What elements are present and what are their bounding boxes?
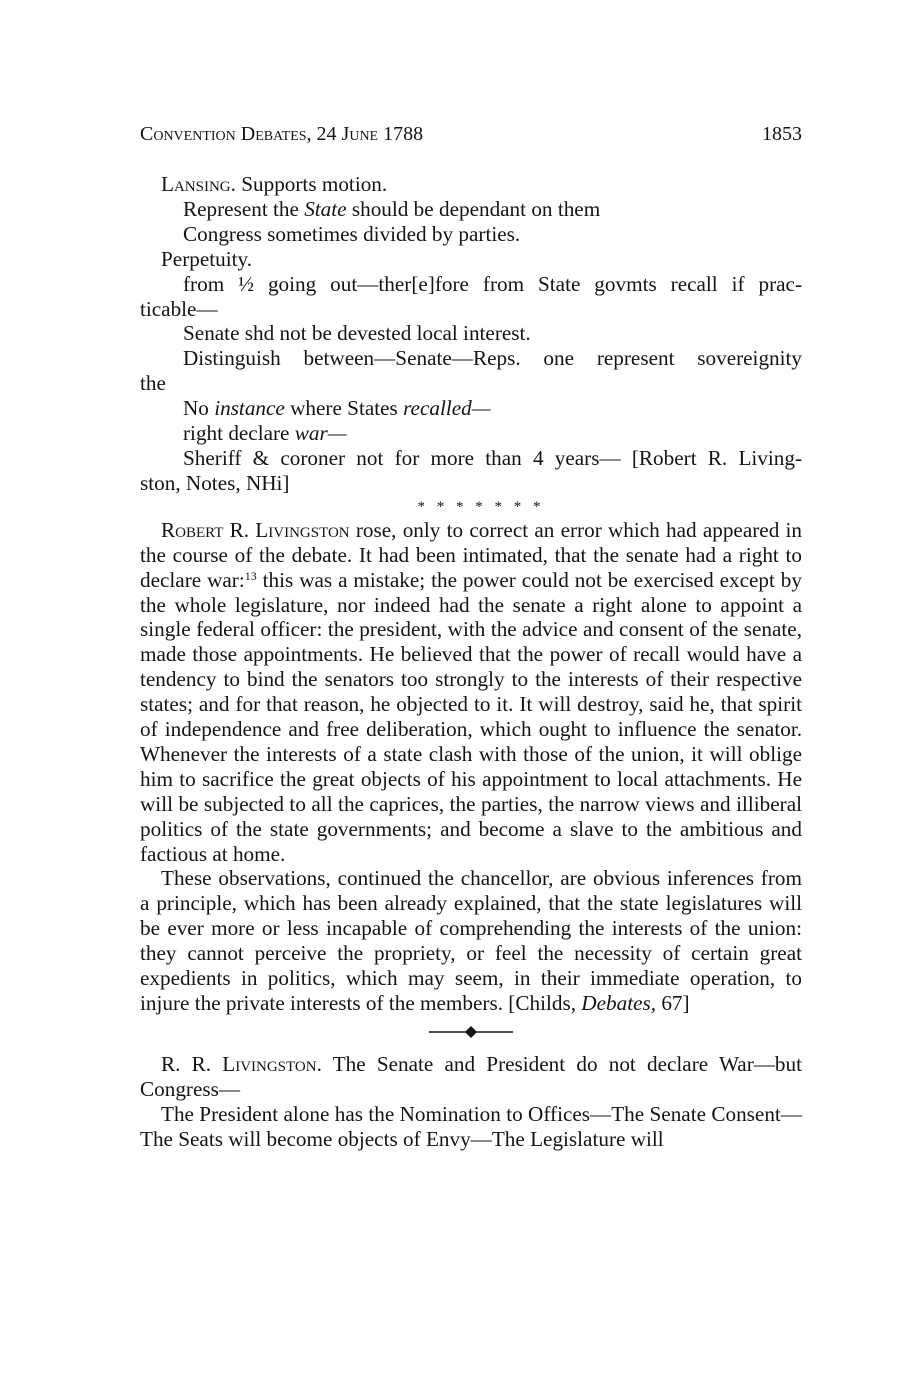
speaker-name: R. R. Livingston. [161,1051,322,1076]
lansing-line-7a: Distinguish between—Senate—Reps. one represent sovereignity [183,346,802,371]
emphasis-text: instance [214,396,285,421]
document-page [140,122,802,1152]
page-number: 1853 [762,123,802,145]
footnote-reference: 13 [244,568,257,583]
livingston-notes [140,1052,802,1152]
running-title: Convention Debates, 24 June 1788 [140,123,424,145]
section-separator-stars: * * * * * * * [417,498,545,515]
notes-paragraph-2: The President alone has the Nomination to Offices—The Senate Consent—The Seats will become objects of Envy—The Legislature will [140,1101,802,1151]
lansing-line-5b: ticable— [140,296,218,321]
lansing-line-7b: the [140,371,166,396]
speaker-name: Robert R. Livingston [161,517,350,542]
lansing-line-9 [140,421,802,446]
speech-text: These observations, continued the chancellor, are obvious inferences from a principle, which has been already explained, that the state legislatures will be ever more or less incapable of comprehending the interests of the union: they cannot perceive the propriety, or feel the necessity of certain great expedients in politics, which may seem, in their immediate operation, to injure the private interests of the members. [Childs, [140,866,802,1015]
speech-text: rose, only to correct an error which had appeared in the course of the debate. It had been intimated, that the senate had a right to declare war: [140,517,803,592]
lansing-line-4: Perpetuity. [161,246,253,271]
notes-paragraph-1 [140,1052,802,1102]
note-text: should be dependant on them [346,196,601,221]
note-text: right declare [183,421,295,446]
source-title: Debates, [581,991,657,1015]
emphasis-text: recalled— [403,396,491,421]
speech-paragraph-1 [140,518,802,867]
emphasis-text: war— [294,421,347,446]
note-text: where States [284,396,404,421]
emphasis-text: State [304,196,347,221]
lansing-line-10a: Sheriff & coroner not for more than 4 years— [Robert R. Living- [183,445,802,470]
diamond-rule-ornament-icon [426,1025,516,1039]
lansing-notes [140,172,802,496]
lansing-line-5a: from ½ going out—ther[e]fore from State govmts recall if prac- [183,271,802,296]
note-text: No [183,396,215,421]
note-text: The Senate and President do not declare War—but Congress— [140,1051,803,1101]
speaker-name: Lansing. [161,172,236,196]
speech-text: 67] [656,991,690,1015]
lansing-line-1 [140,172,802,197]
section-ornament [140,1018,802,1046]
lansing-line-8 [140,396,802,421]
lansing-line-10b: ston, Notes, NHi] [140,470,290,495]
note-text: Represent the [183,196,305,221]
running-head [140,122,802,152]
note-text: Supports motion. [241,172,388,196]
lansing-line-6: Senate shd not be devested local interest. [183,321,531,346]
lansing-line-2 [140,197,802,222]
livingston-speech [140,518,802,1016]
speech-paragraph-2 [140,866,802,1015]
speech-text: this was a mistake; the power could not be exercised except by the whole legislature, nor indeed had the senate a right alone to appoint a single federal officer: the president, with the advice and consent of the senate, made those appointments. He believed that the power of recall would have a tendency to bind the senators too strongly to the interests of their respective states; and for that reason, he objected to it. It will destroy, said he, that spirit of independence and free deliberation, which ought to influence the senator. Whenever the interests of a state clash with those of the union, it will oblige him to sacrifice the great objects of his appointment to local attachments. He will be subjected to all the caprices, the parties, the narrow views and illiberal politics of the state governments; and become a slave to the ambitious and factious at home. [140,567,802,866]
lansing-line-3: Congress sometimes divided by parties. [183,221,521,246]
